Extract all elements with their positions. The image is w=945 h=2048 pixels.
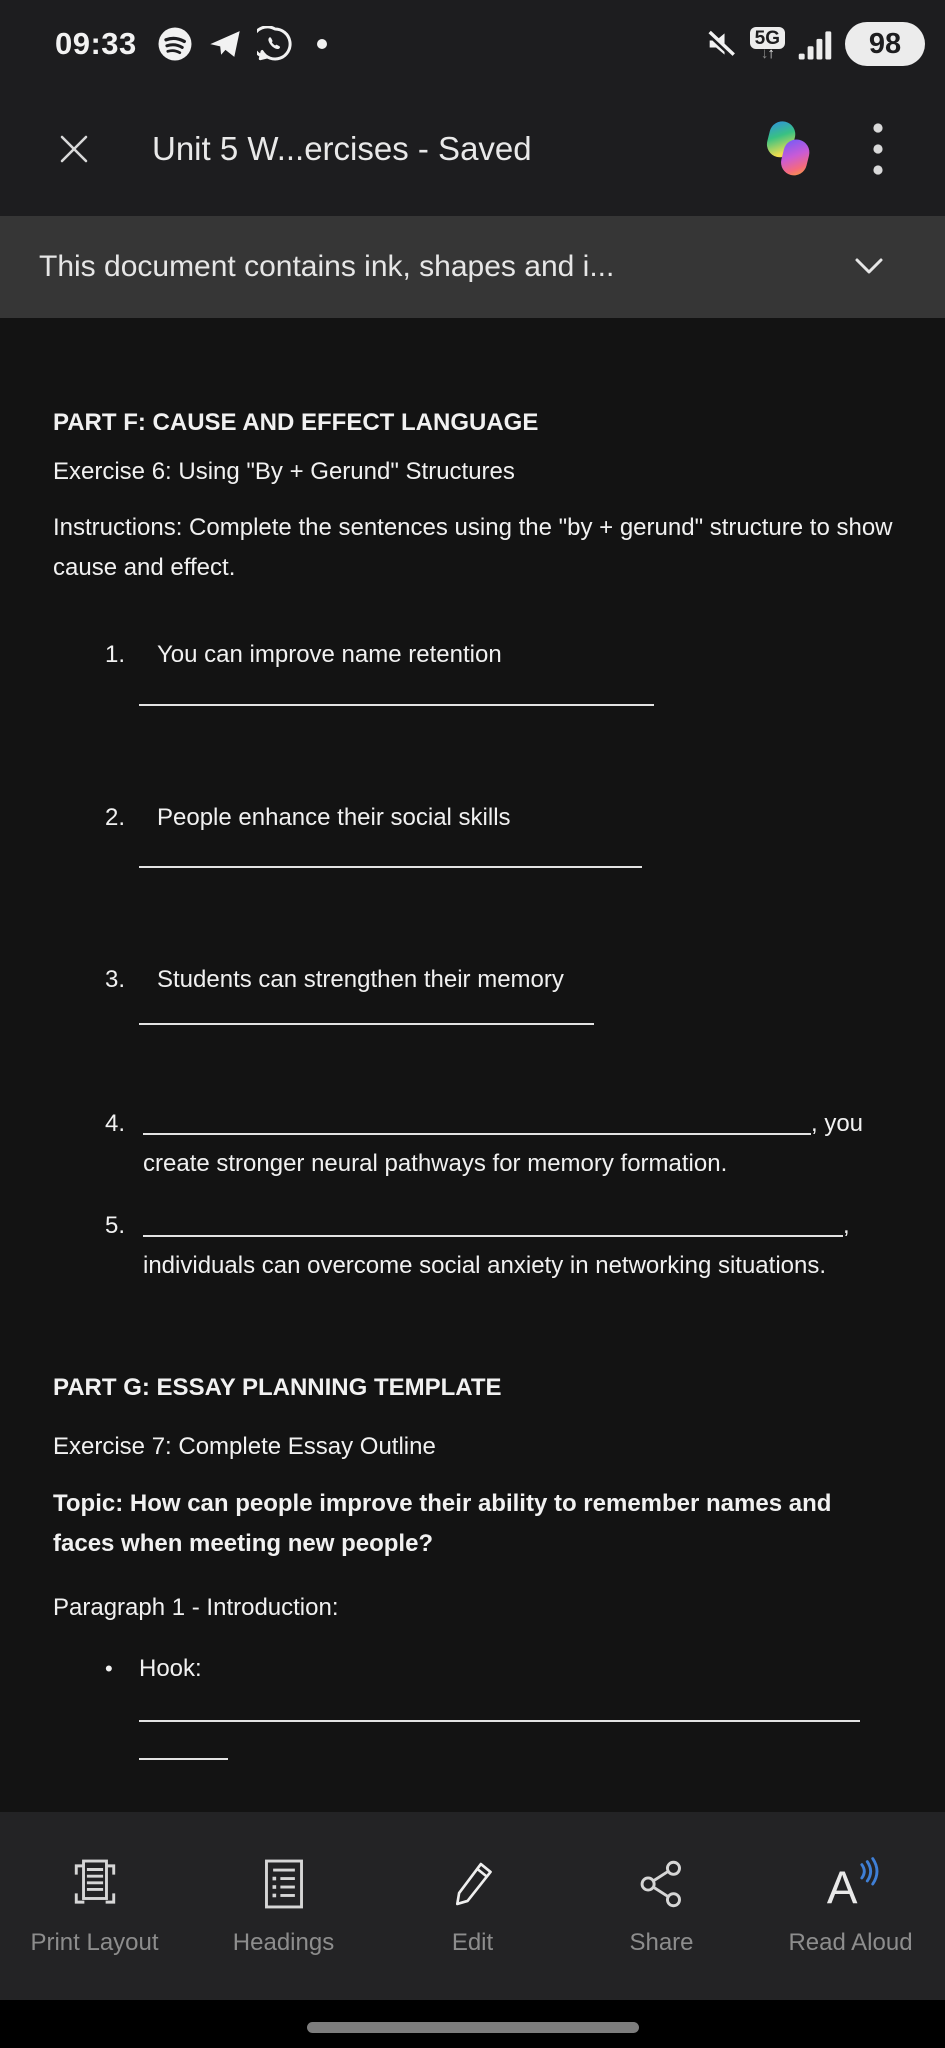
battery-indicator: 98: [845, 22, 925, 66]
status-bar: [0, 0, 945, 82]
headings-button[interactable]: [189, 1812, 378, 2000]
answer-blank-line: [139, 866, 642, 868]
spotify-icon: [157, 26, 193, 62]
print-layout-button[interactable]: [0, 1812, 189, 2000]
clock: 09:33: [55, 26, 137, 61]
list-number: 1.: [105, 641, 126, 668]
exercise-6-instructions: Instructions: Complete the sentences using the "by + gerund" structure to show cause and effect.: [53, 514, 893, 581]
status-bar-left: [55, 26, 327, 62]
toolbar-label: Read Aloud: [788, 1929, 913, 1956]
list-item: [105, 960, 895, 1000]
share-icon: [633, 1855, 691, 1913]
answer-blank-line: [139, 1023, 594, 1025]
toolbar-label: Edit: [451, 1929, 494, 1956]
document-info-banner[interactable]: [0, 216, 945, 318]
toolbar-label: Share: [629, 1929, 694, 1956]
answer-blank-inline: [143, 1107, 811, 1135]
edit-button[interactable]: [378, 1812, 567, 2000]
signal-strength-icon: [797, 27, 833, 61]
document-canvas[interactable]: [0, 318, 945, 1812]
paragraph-1-label: Paragraph 1 - Introduction:: [53, 1594, 339, 1621]
print-layout-icon: [66, 1855, 124, 1913]
list-item: [105, 1104, 895, 1184]
copilot-icon[interactable]: [757, 118, 819, 180]
list-item-text: People enhance their social skills: [157, 804, 511, 831]
chevron-down-icon[interactable]: [851, 255, 887, 279]
toolbar-label: Headings: [232, 1929, 335, 1956]
edit-pencil-icon: [444, 1855, 502, 1913]
answer-blank-inline: [143, 1209, 843, 1237]
list-item-continuation: individuals can overcome social anxiety in networking situations.: [143, 1252, 827, 1279]
list-number: 5.: [105, 1212, 126, 1239]
answer-blank-line: [139, 1758, 228, 1760]
list-number: 3.: [105, 966, 126, 993]
home-indicator[interactable]: [307, 2022, 639, 2033]
close-icon[interactable]: [52, 127, 96, 171]
network-5g-icon: 5G ↓↑: [750, 27, 785, 61]
list-item: [105, 798, 895, 838]
mute-icon: [704, 27, 738, 61]
exercise-7-title: Exercise 7: Complete Essay Outline: [53, 1433, 436, 1460]
list-item-text: You can improve name retention: [157, 641, 502, 668]
essay-topic: Topic: How can people improve their ability to remember names and faces when meeting new people?: [53, 1490, 832, 1557]
list-item-text: , you: [143, 1104, 863, 1144]
list-item: [105, 1206, 895, 1286]
exercise-6-title: Exercise 6: Using "By + Gerund" Structures: [53, 458, 515, 485]
list-number: 4.: [105, 1110, 126, 1137]
list-number: 2.: [105, 804, 126, 831]
bottom-toolbar: [0, 1812, 945, 2000]
bullet-label: Hook:: [139, 1655, 202, 1682]
list-item-continuation: create stronger neural pathways for memory formation.: [143, 1150, 728, 1177]
read-aloud-icon: [822, 1855, 880, 1913]
section-heading-part-f: PART F: CAUSE AND EFFECT LANGUAGE: [53, 409, 539, 436]
notification-dot-icon: [317, 39, 327, 49]
list-item-text: Students can strengthen their memory: [157, 966, 564, 993]
headings-icon: [255, 1855, 313, 1913]
banner-message: This document contains ink, shapes and i...: [39, 250, 615, 283]
bullet-marker: •: [105, 1656, 113, 1681]
answer-blank-line: [139, 1720, 860, 1722]
document-title: Unit 5 W...ercises - Saved: [152, 130, 532, 167]
list-item: [105, 635, 895, 675]
read-aloud-button[interactable]: [756, 1812, 945, 2000]
whatsapp-icon: [257, 26, 293, 62]
gesture-nav-bar: [0, 2000, 945, 2048]
svg-text:A: A: [826, 1861, 857, 1913]
bullet-item-hook: [105, 1649, 895, 1689]
status-bar-right: [704, 22, 925, 66]
section-heading-part-g: PART G: ESSAY PLANNING TEMPLATE: [53, 1374, 502, 1401]
overflow-menu-icon[interactable]: [871, 119, 885, 179]
toolbar-label: Print Layout: [30, 1929, 159, 1956]
app-bar: [0, 82, 945, 216]
telegram-icon: [207, 26, 243, 62]
list-item-text: ,: [143, 1206, 850, 1246]
share-button[interactable]: [567, 1812, 756, 2000]
answer-blank-line: [139, 704, 654, 706]
